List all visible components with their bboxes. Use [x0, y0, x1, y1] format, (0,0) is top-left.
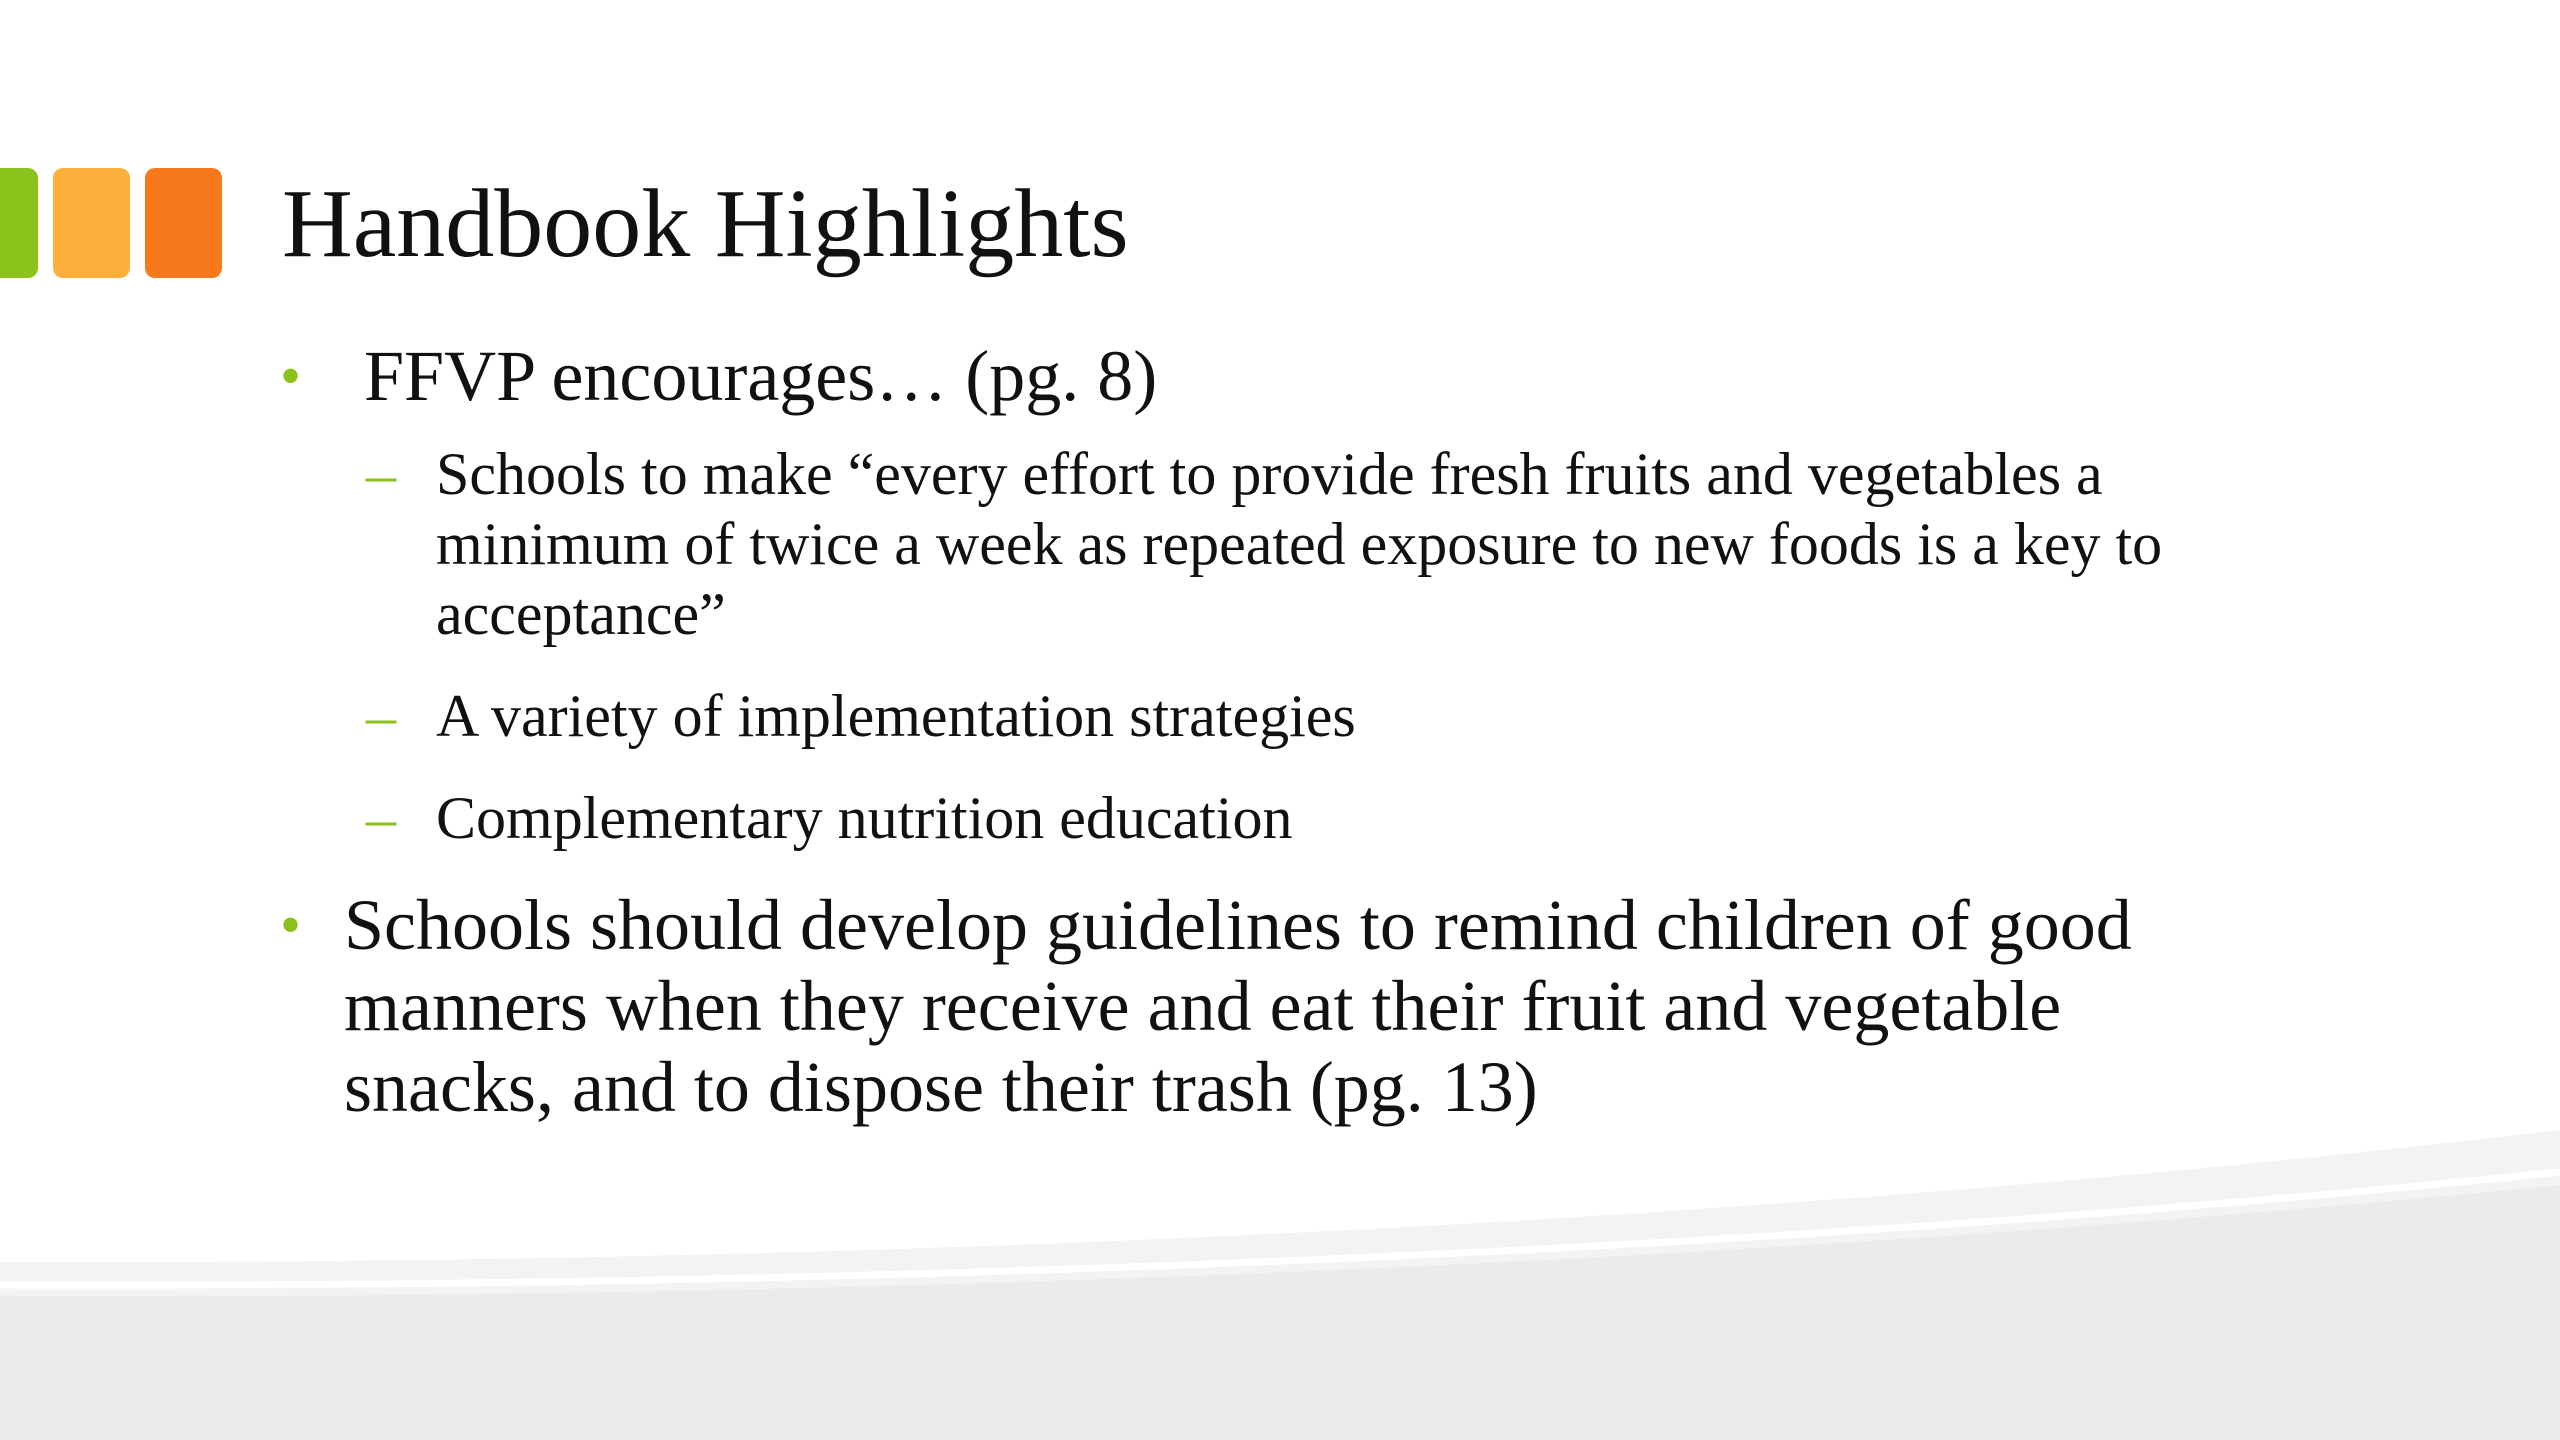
orange-accent-block: [145, 168, 222, 278]
dash-icon: –: [366, 683, 396, 749]
green-accent-block: [0, 168, 38, 278]
sub-item-1: [366, 439, 2270, 649]
sub-item-text: Schools to make “every effort to provide fresh fruits and vegetables a minimum of twice a week as repeated exposure to new foods is a key to acceptance”: [436, 441, 2163, 647]
bullet-item-2: [270, 885, 2270, 1128]
swoosh-shade: [0, 1185, 2560, 1440]
bullet-text: FFVP encourages… (pg. 8): [364, 336, 1158, 416]
sub-item-text: Complementary nutrition education: [436, 785, 1293, 851]
slide-body: [270, 336, 2270, 1128]
sub-item-text: A variety of implementation strategies: [436, 683, 1356, 749]
dash-icon: –: [366, 785, 396, 851]
sub-item-3: [366, 783, 2270, 853]
bullet-icon: •: [280, 343, 302, 409]
bullet-icon: •: [280, 892, 302, 958]
sub-list: [366, 439, 2270, 853]
yellow-accent-block: [53, 168, 130, 278]
bullet-text: Schools should develop guidelines to remind children of good manners when they receive and eat their fruit and vegetable snacks, and to dispose their trash (pg. 13): [344, 885, 2132, 1127]
bullet-item-1: [270, 336, 2270, 417]
accent-blocks: [0, 168, 230, 280]
sub-item-2: [366, 681, 2270, 751]
slide-title: Handbook Highlights: [282, 170, 1129, 278]
dash-icon: –: [366, 441, 396, 507]
